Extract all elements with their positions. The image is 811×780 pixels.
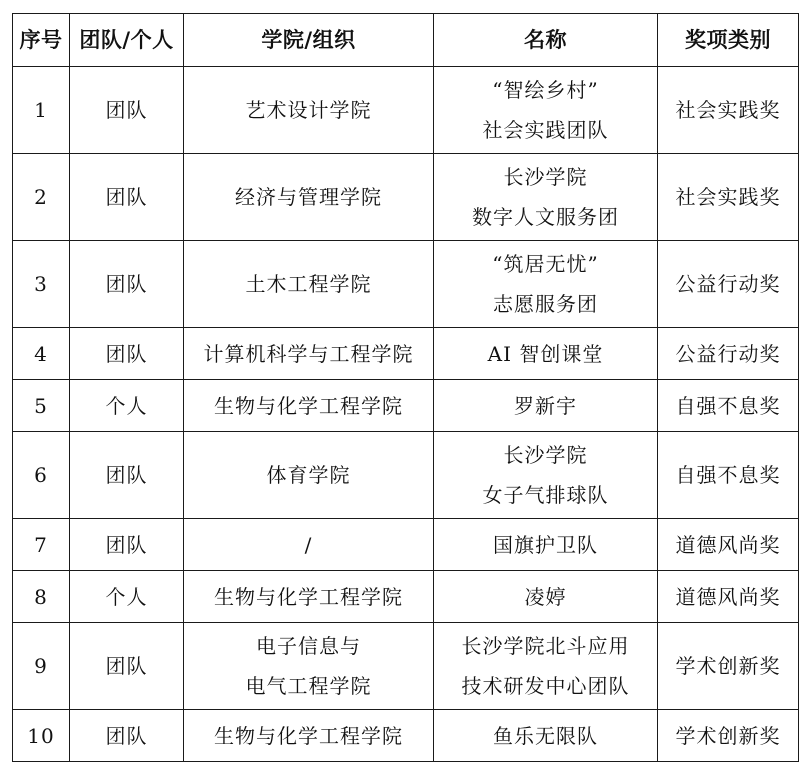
cell-index: 7 — [13, 519, 70, 571]
header-row — [13, 14, 799, 67]
table-row — [13, 623, 799, 710]
cell-type: 团队 — [70, 328, 184, 380]
cell-college — [184, 241, 434, 328]
cell-index: 1 — [13, 67, 70, 154]
cell-award: 自强不息奖 — [658, 432, 799, 519]
college-line: 生物与化学工程学院 — [214, 584, 403, 609]
cell-index: 5 — [13, 380, 70, 432]
cell-award: 社会实践奖 — [658, 67, 799, 154]
cell-college — [184, 67, 434, 154]
cell-type: 团队 — [70, 154, 184, 241]
award-table — [12, 13, 799, 762]
cell-name — [434, 710, 658, 762]
college-line: 艺术设计学院 — [245, 98, 372, 122]
table-row — [13, 328, 799, 380]
cell-award: 自强不息奖 — [658, 380, 799, 432]
cell-award: 社会实践奖 — [658, 154, 799, 241]
header-name: 名称 — [434, 14, 658, 67]
cell-name — [434, 380, 658, 432]
cell-college — [184, 154, 434, 241]
table-row — [13, 380, 799, 432]
cell-award: 道德风尚奖 — [658, 519, 799, 571]
cell-type: 团队 — [70, 241, 184, 328]
cell-index: 4 — [13, 328, 70, 380]
name-line: “筑居无忧” — [492, 252, 599, 276]
cell-type: 团队 — [70, 67, 184, 154]
college-line: 电气工程学院 — [245, 674, 372, 698]
name-line: 国旗护卫队 — [493, 532, 598, 557]
cell-name — [434, 328, 658, 380]
cell-name — [434, 519, 658, 571]
name-line: AI 智创课堂 — [487, 341, 604, 366]
table-row — [13, 67, 799, 154]
name-line: 长沙学院 — [503, 443, 588, 467]
cell-award: 道德风尚奖 — [658, 571, 799, 623]
college-line: 体育学院 — [266, 463, 351, 487]
cell-type: 团队 — [70, 710, 184, 762]
cell-name — [434, 241, 658, 328]
cell-award: 学术创新奖 — [658, 710, 799, 762]
name-line: 志愿服务团 — [493, 292, 598, 316]
cell-college — [184, 623, 434, 710]
cell-name — [434, 432, 658, 519]
table-row — [13, 519, 799, 571]
header-college: 学院/组织 — [184, 14, 434, 67]
cell-college — [184, 519, 434, 571]
cell-award: 学术创新奖 — [658, 623, 799, 710]
name-line: 凌婷 — [524, 584, 567, 609]
cell-index: 10 — [13, 710, 70, 762]
cell-index: 9 — [13, 623, 70, 710]
table-row — [13, 571, 799, 623]
cell-type: 团队 — [70, 519, 184, 571]
name-line: 数字人文服务团 — [472, 205, 619, 229]
college-line: 电子信息与 — [256, 634, 361, 658]
cell-name — [434, 154, 658, 241]
cell-name — [434, 67, 658, 154]
name-line: 女子气排球队 — [482, 483, 609, 507]
cell-type: 团队 — [70, 623, 184, 710]
name-line: 长沙学院北斗应用 — [461, 634, 630, 658]
cell-name — [434, 571, 658, 623]
cell-type: 个人 — [70, 571, 184, 623]
cell-index: 8 — [13, 571, 70, 623]
cell-award: 公益行动奖 — [658, 241, 799, 328]
name-line: 罗新宇 — [514, 393, 577, 418]
college-line: 生物与化学工程学院 — [214, 393, 403, 418]
table-row — [13, 710, 799, 762]
cell-college — [184, 710, 434, 762]
table-row — [13, 154, 799, 241]
cell-name — [434, 623, 658, 710]
table-row — [13, 241, 799, 328]
college-line: 土木工程学院 — [245, 272, 372, 296]
cell-type: 个人 — [70, 380, 184, 432]
college-line: 计算机科学与工程学院 — [203, 341, 414, 366]
name-line: 技术研发中心团队 — [461, 674, 630, 698]
cell-type: 团队 — [70, 432, 184, 519]
cell-college — [184, 328, 434, 380]
cell-college — [184, 432, 434, 519]
name-line: 社会实践团队 — [482, 118, 609, 142]
header-team-individual: 团队/个人 — [70, 14, 184, 67]
cell-award: 公益行动奖 — [658, 328, 799, 380]
name-line: “智绘乡村” — [492, 78, 599, 102]
name-line: 鱼乐无限队 — [493, 723, 598, 748]
header-index: 序号 — [13, 14, 70, 67]
cell-college — [184, 571, 434, 623]
table-row — [13, 432, 799, 519]
cell-index: 3 — [13, 241, 70, 328]
college-line: 生物与化学工程学院 — [214, 723, 403, 748]
cell-index: 6 — [13, 432, 70, 519]
cell-index: 2 — [13, 154, 70, 241]
college-line: 经济与管理学院 — [235, 185, 382, 209]
cell-college — [184, 380, 434, 432]
college-line: / — [304, 532, 313, 557]
header-award: 奖项类别 — [658, 14, 799, 67]
name-line: 长沙学院 — [503, 165, 588, 189]
